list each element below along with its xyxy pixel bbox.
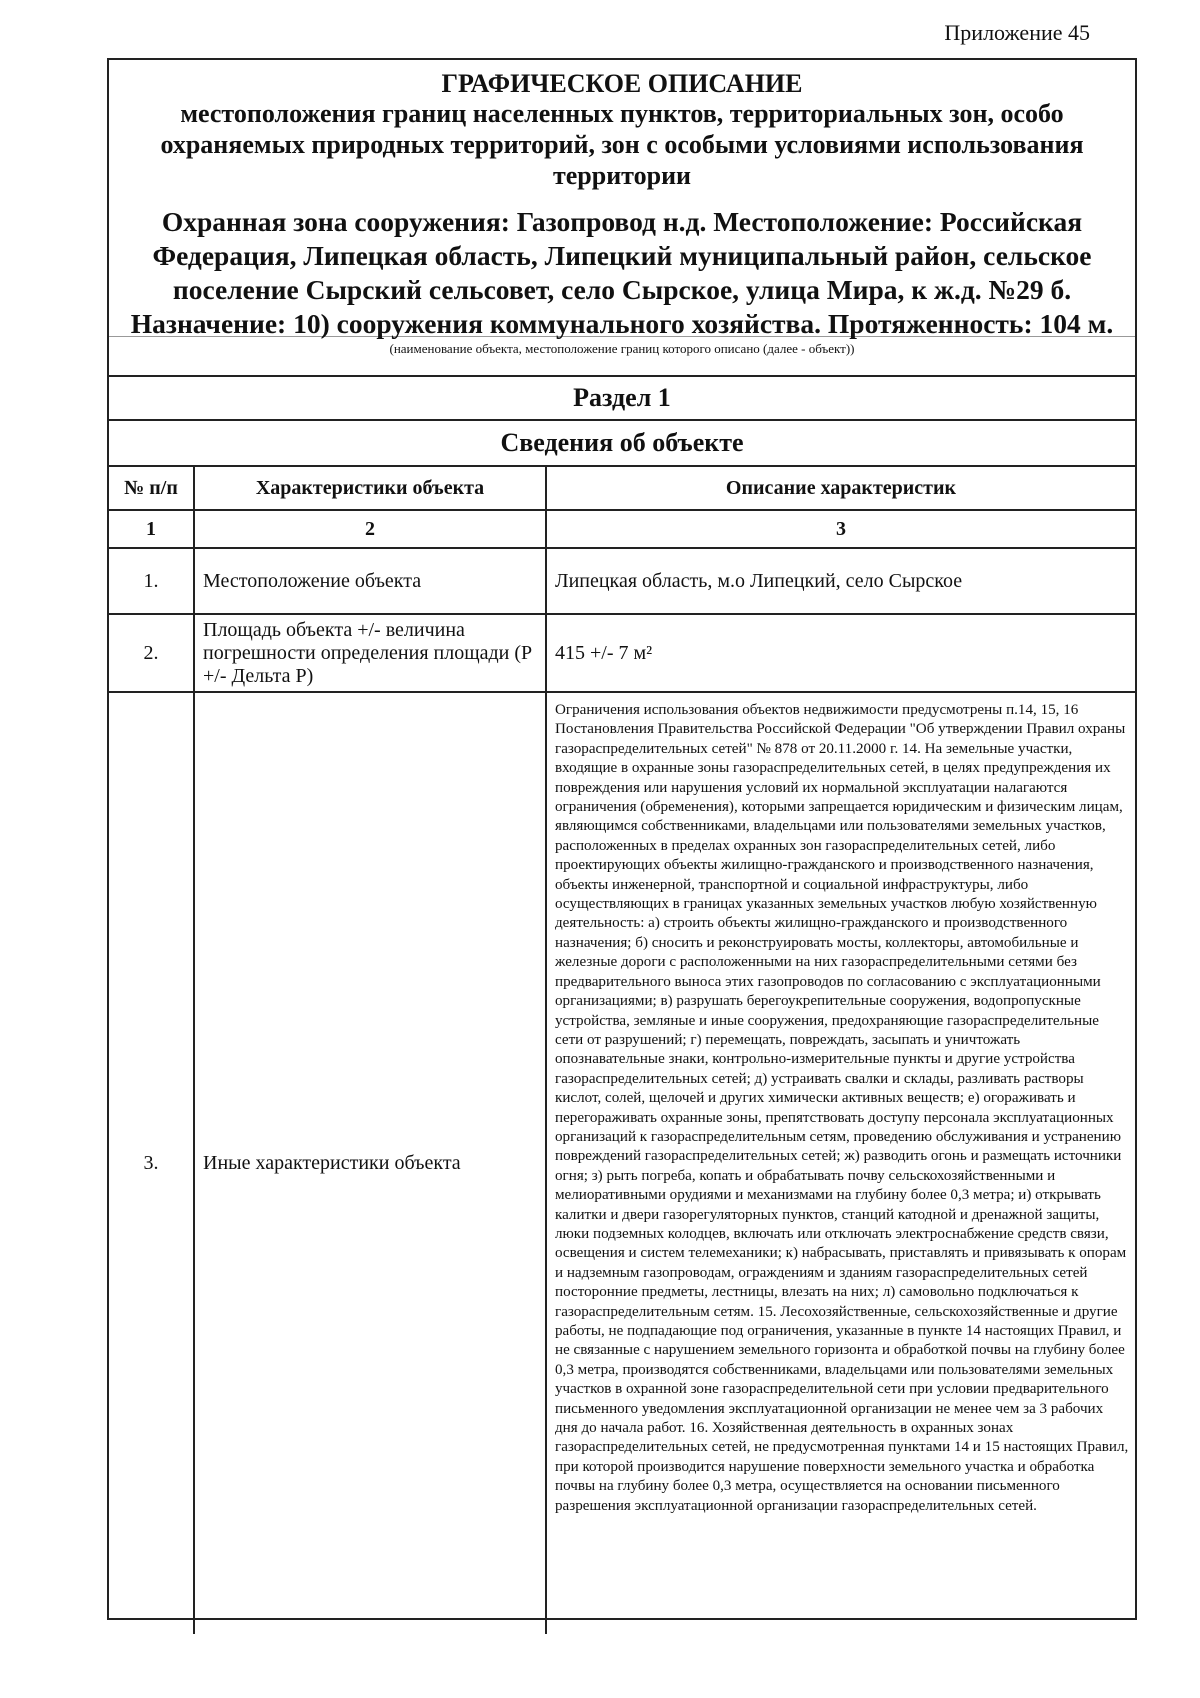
row-description: Липецкая область, м.о Липецкий, село Сырское xyxy=(546,548,1135,614)
row-characteristic: Площадь объекта +/- величина погрешности определения площади (Р +/- Дельта Р) xyxy=(194,614,546,692)
document-frame xyxy=(107,58,1137,1620)
row-number: 1. xyxy=(109,548,194,614)
header-characteristic: Характеристики объекта xyxy=(194,466,546,510)
document-subtitle: местоположения границ населенных пунктов, территориальных зон, особо охраняемых природных территорий, зон с особыми условиями использования территории xyxy=(160,99,1084,190)
row-characteristic: Местоположение объекта xyxy=(194,548,546,614)
column-number-row xyxy=(109,510,1135,548)
row-characteristic: Иные характеристики объекта xyxy=(194,692,546,1634)
column-number: 2 xyxy=(194,510,546,548)
spacer xyxy=(109,367,1135,375)
row-number: 2. xyxy=(109,614,194,692)
table-row xyxy=(109,614,1135,692)
table-row xyxy=(109,692,1135,1634)
column-number: 3 xyxy=(546,510,1135,548)
appendix-label: Приложение 45 xyxy=(944,20,1090,45)
section-subtitle: Сведения об объекте xyxy=(109,419,1135,465)
document-header xyxy=(109,60,1135,339)
table-header-row xyxy=(109,466,1135,510)
header-number: № п/п xyxy=(109,466,194,510)
table-row xyxy=(109,548,1135,614)
row-description: Ограничения использования объектов недвижимости предусмотрены п.14, 15, 16 Постановления Правительства Российской Федерации "Об утверждении Правил охраны газораспределительных сетей" № 878 от 20.11.2000 г. 14. На земельные участки, входящие в охранные зоны газораспределительных сетей, в целях предупреждения их повреждения или нарушения условий их нормальной эксплуатации налагаются ограничения (обременения), которыми запрещается юридическим и физическим лицам, являющимся собственниками, владельцами или пользователями земельных участков, расположенных в пределах охранных зон газораспределительных сетей, либо проектирующих объекты жилищно-гражданского и производственного назначения, объекты инженерной, транспортной и социальной инфраструктуры, либо осуществляющих в границах указанных земельных участков любую хозяйственную деятельность: а) строить объекты жилищно-гражданского и производственного назначения; б) сносить и реконструировать мосты, коллекторы, автомобильные и железные дороги с расположенными на них газораспределительными сетями без предварительного выноса этих газопроводов по согласованию с эксплуатационными организациями; в) разрушать берегоукрепительные сооружения, водопропускные устройства, земляные и иные сооружения, предохраняющие газораспределительные сети от разрушений; г) перемещать, повреждать, засыпать и уничтожать опознавательные знаки, контрольно-измерительные пункты и другие устройства газораспределительных сетей; д) устраивать свалки и склады, разливать растворы кислот, солей, щелочей и других химически активных веществ; е) огораживать и перегораживать охранные зоны, препятствовать доступу персонала эксплуатационных организаций к газораспределительным сетям, проведению обслуживания и устранению повреждений газораспределительных сетей; ж) разводить огонь и размещать источники огня; з) рыть погреба, копать и обрабатывать почву сельскохозяйственными и мелиоративными орудиями и механизмами на глубину более 0,3 метра; и) открывать калитки и двери газорегуляторных пунктов, станций катодной и дренажной защиты, люки подземных колодцев, включать или отключать электроснабжение средств связи, освещения и систем телемеханики; к) набрасывать, приставлять и привязывать к опорам и надземным газопроводам, ограждениям и зданиям газораспределительных сетей посторонние предметы, лестницы, влезать на них; л) самовольно подключаться к газораспределительным сетям. 15. Лесохозяйственные, сельскохозяйственные и другие работы, не подпадающие под ограничения, указанные в пункте 14 настоящих Правил, и не связанные с нарушением земельного горизонта и обработкой почвы на глубину более 0,3 метра, производятся собственниками, владельцами или пользователями земельных участков в охранной зоне газораспределительной сети при условии предварительного письменного уведомления эксплуатационной организации не менее чем за 3 рабочих дня до начала работ. 16. Хозяйственная деятельность в охранных зонах газораспределительных сетей, не предусмотренная пунктами 14 и 15 настоящих Правил, при которой производится нарушение поверхности земельного участка и обработка почвы на глубину более 0,3 метра, осуществляется на основании письменного разрешения эксплуатационной организации газораспределительных сетей. xyxy=(546,692,1135,1634)
header-description: Описание характеристик xyxy=(546,466,1135,510)
document-title: ГРАФИЧЕСКОЕ ОПИСАНИЕ xyxy=(441,69,803,98)
row-description: 415 +/- 7 м² xyxy=(546,614,1135,692)
object-name: Охранная зона сооружения: Газопровод н.д. Местоположение: Российская Федерация, Липецкая область, Липецкий муниципальный район, сельское поселение Сырский сельсовет, село Сырское, улица Мира, к ж.д. №29 б. Назначение: 10) сооружения коммунального хозяйства. Протяженность: 104 м. xyxy=(130,206,1114,339)
object-info-table xyxy=(109,465,1135,1634)
column-number: 1 xyxy=(109,510,194,548)
section-title: Раздел 1 xyxy=(109,375,1135,419)
object-caption: (наименование объекта, местоположение границ которого описано (далее - объект)) xyxy=(109,336,1135,367)
row-number: 3. xyxy=(109,692,194,1634)
